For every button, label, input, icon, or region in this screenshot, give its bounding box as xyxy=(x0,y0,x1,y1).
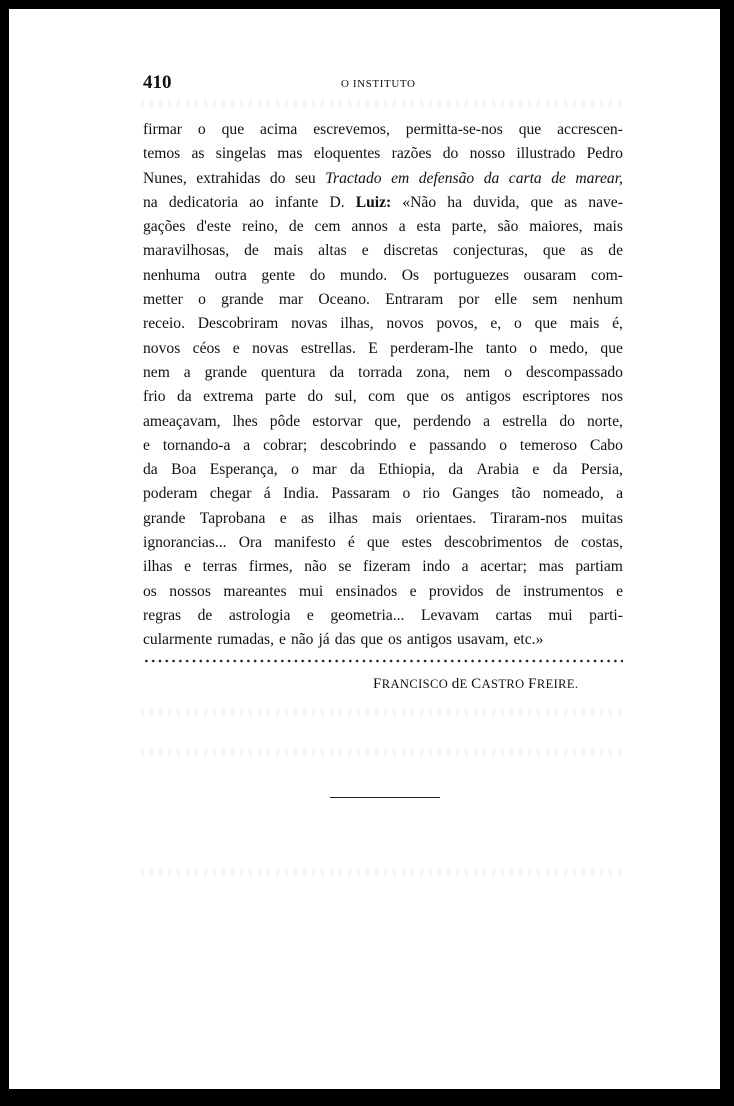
text-line: ilhas e terras firmes, não se fizeram indo a acertar; mas partiam xyxy=(143,558,623,576)
text-line: ignorancias... Ora manifesto é que estes descobrimentos de costas, xyxy=(143,534,623,552)
text-line: receio. Descobriram novas ilhas, novos povos, e, o que mais é, xyxy=(143,315,623,333)
section-rule xyxy=(330,797,440,798)
text-line: os nossos mareantes mui ensinados e providos de instrumentos e xyxy=(143,582,623,600)
page-header xyxy=(143,72,623,102)
text-line: regras de astrologia e geometria... Levavam cartas mui parti- xyxy=(143,606,623,624)
text-line: nenhuma outra gente do mundo. Os portuguezes ousaram com- xyxy=(143,266,623,284)
text-line: grande Taprobana e as ilhas mais orientaes. Tiraram-nos muitas xyxy=(143,509,623,527)
text-line: novos céos e novas estrellas. E perderam-lhe tanto o medo, que xyxy=(143,339,623,357)
text-line: ameaçavam, lhes pôde estorvar que, perdendo a estrella do norte, xyxy=(143,412,623,430)
text-line: Nunes, extrahidas do seu Tractado em defensão da carta de marear, xyxy=(143,169,623,187)
text-line: maravilhosas, de mais altas e discretas conjecturas, que as de xyxy=(143,242,623,260)
author-signature: FRANCISCO dE CASTRO FREIRE. xyxy=(373,676,579,692)
running-title: O INSTITUTO xyxy=(341,78,416,90)
ellipsis-dotted-line xyxy=(143,656,623,666)
bleed-through-bottom-1 xyxy=(141,709,621,717)
text-line: poderam chegar á India. Passaram o rio Ganges tão nomeado, a xyxy=(143,485,623,503)
text-line: da Boa Esperança, o mar da Ethiopia, da Arabia e da Persia, xyxy=(143,461,623,479)
text-line: nem a grande quentura da torrada zona, nem o descompassado xyxy=(143,363,623,381)
text-line: cularmente rumadas, e não já das que os antigos usavam, etc.» xyxy=(143,631,544,649)
text-line: firmar o que acima escrevemos, permitta-se-nos que accrescen- xyxy=(143,121,623,138)
text-line: na dedicatoria ao infante D. Luiz: «Não ha duvida, que as nave- xyxy=(143,193,623,211)
page-number: 410 xyxy=(143,72,172,93)
bleed-through-bottom-2 xyxy=(141,749,621,757)
text-line: temos as singelas mas eloquentes razões do nosso illustrado Pedro xyxy=(143,145,623,163)
text-line: gações d'este reino, de cem annos a esta parte, são maiores, mais xyxy=(143,218,623,236)
body-text xyxy=(143,118,623,653)
bleed-through-bottom-3 xyxy=(141,869,621,877)
text-line: frio da extrema parte do sul, com que os antigos escriptores nos xyxy=(143,388,623,406)
text-line: metter o grande mar Oceano. Entraram por elle sem nenhum xyxy=(143,291,623,309)
text-line: e tornando-a a cobrar; descobrindo e passando o temeroso Cabo xyxy=(143,436,623,454)
